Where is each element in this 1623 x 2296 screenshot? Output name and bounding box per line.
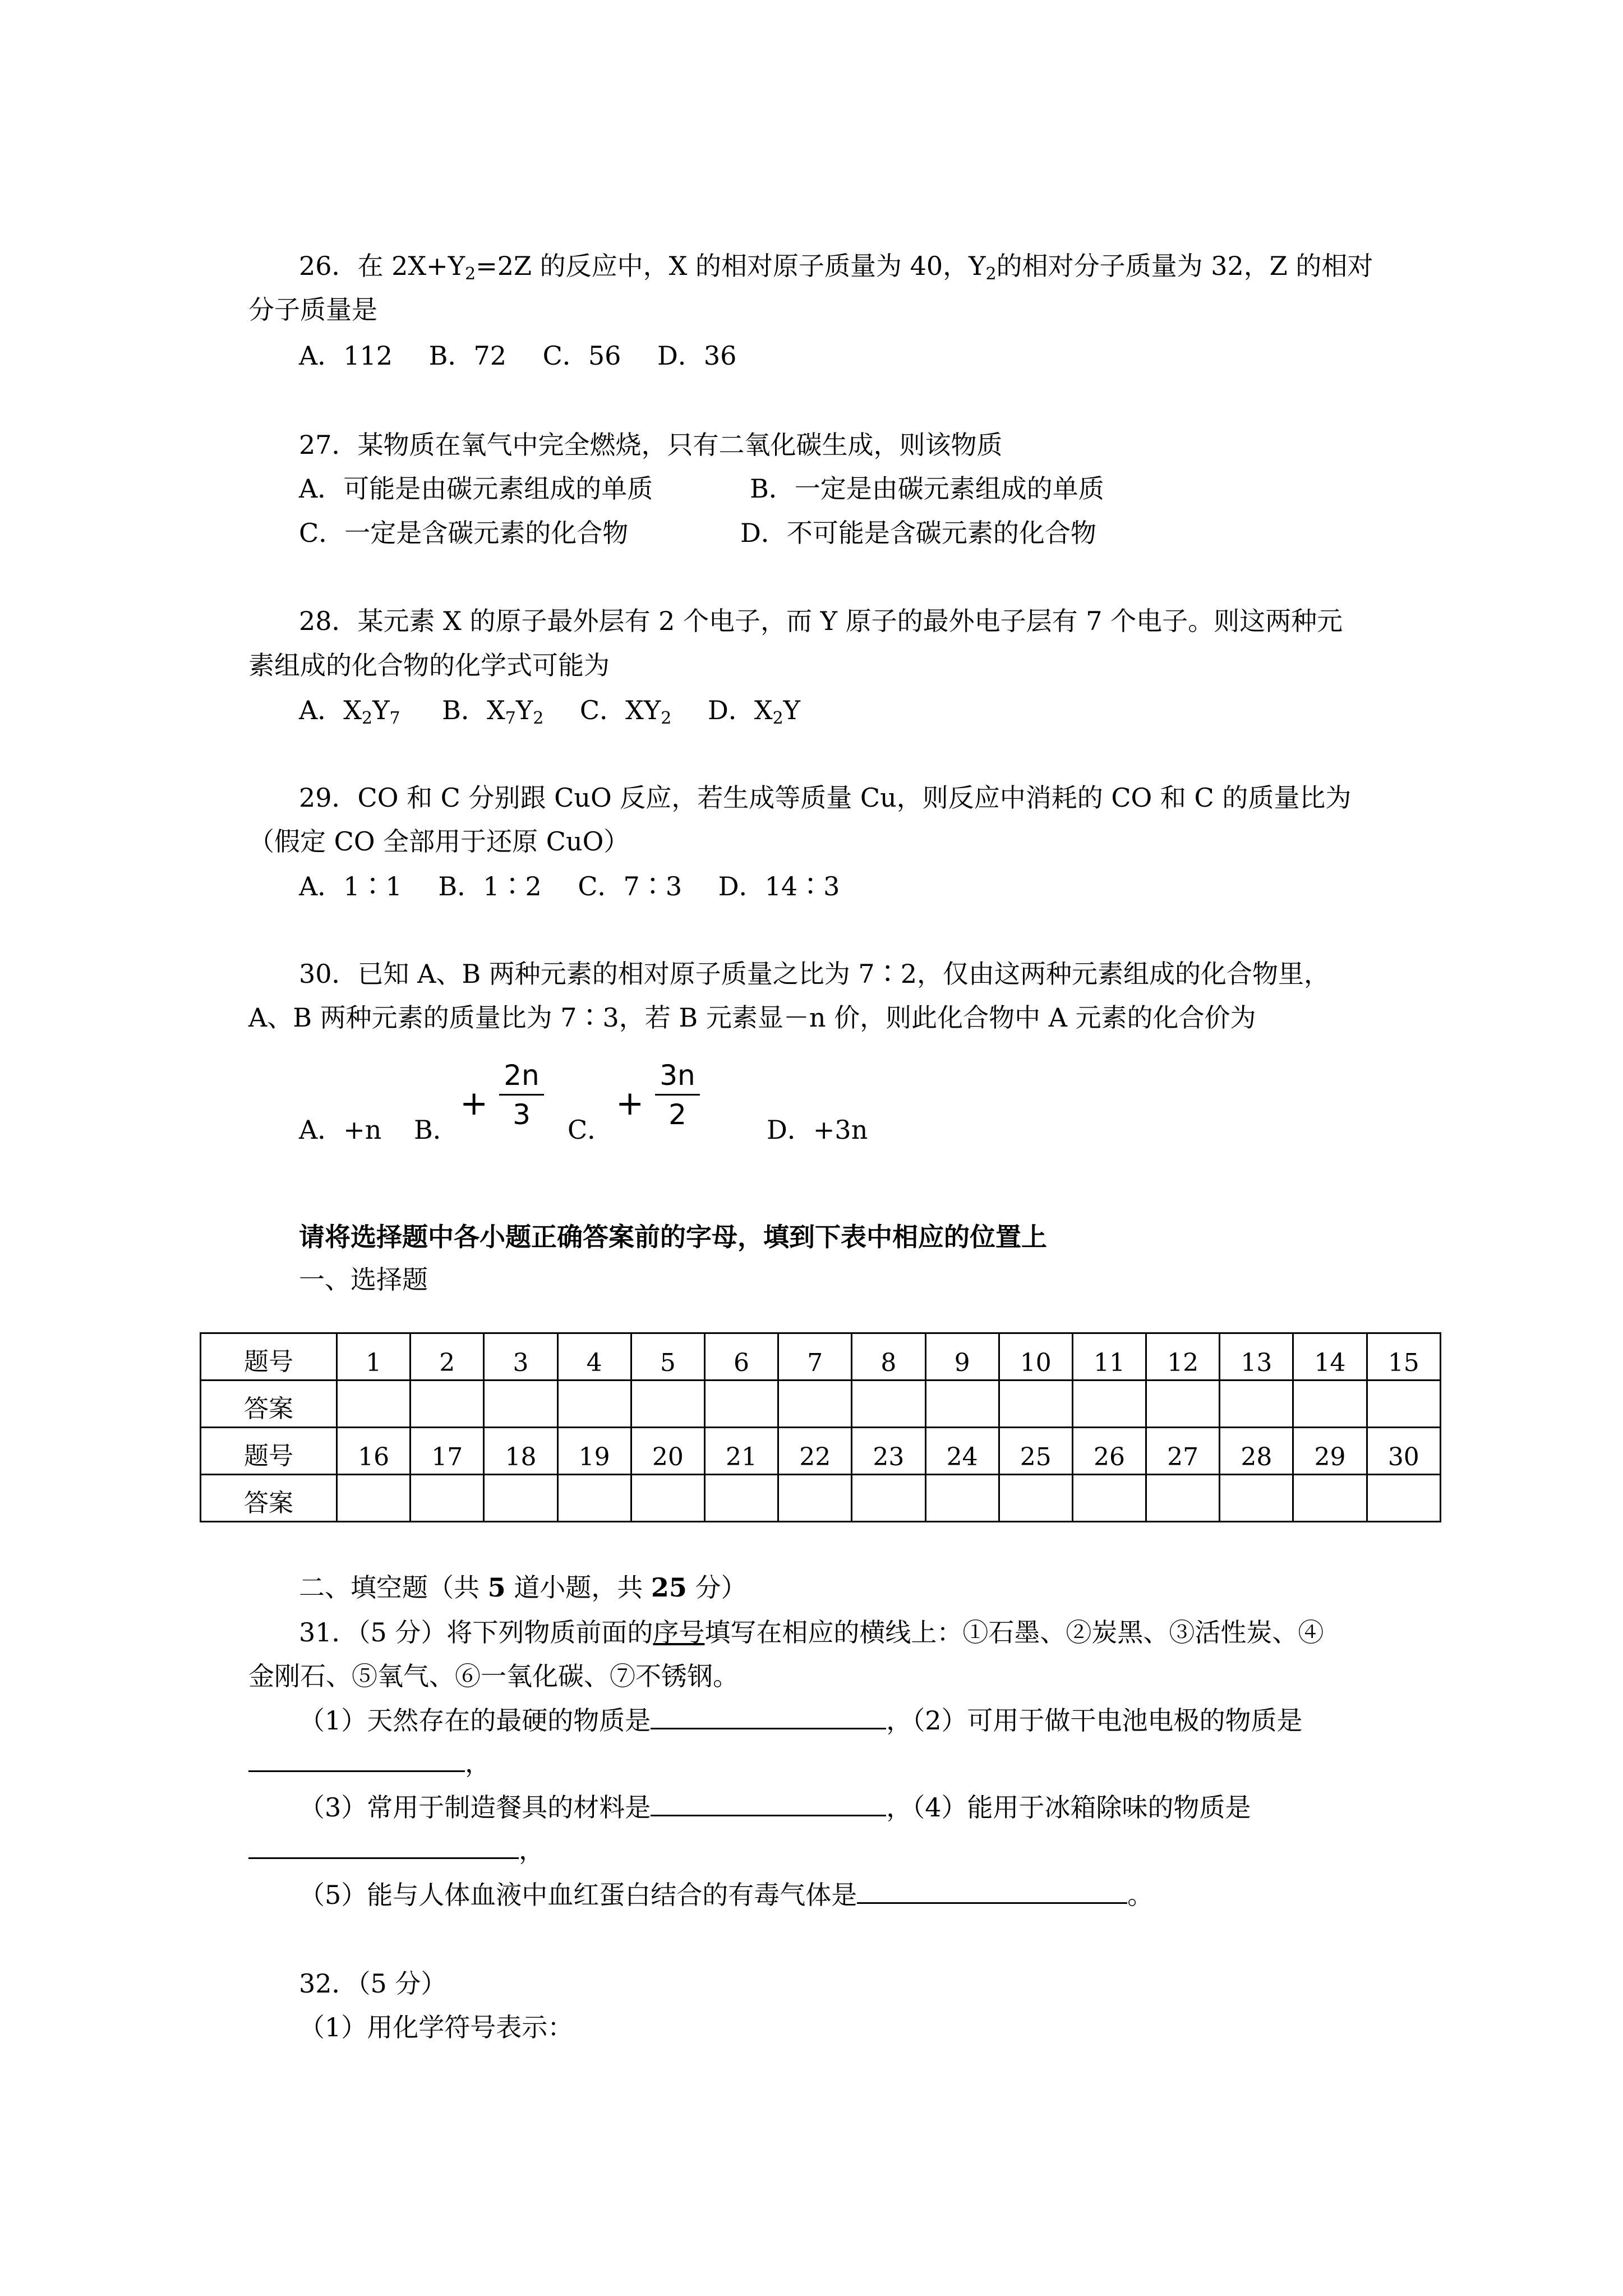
answer-cell[interactable] <box>411 1381 484 1428</box>
table-cell-number: 10 <box>999 1333 1072 1381</box>
q28-option-c-text: C．XY <box>579 695 661 725</box>
q26-option-b: B．72 <box>428 341 506 371</box>
q30-line1: 30．已知 A、B 两种元素的相对原子质量之比为 7∶2，仅由这两种元素组成的化合物里， <box>299 959 1330 989</box>
answer-cell[interactable] <box>484 1381 557 1428</box>
q31-part3 <box>299 1792 1251 1823</box>
section-fill-title <box>299 1572 747 1603</box>
answer-instruction: 请将选择题中各小题正确答案前的字母，填到下表中相应的位置上 <box>299 1222 1047 1252</box>
table-cell-number: 15 <box>1367 1333 1440 1381</box>
q27-option-d: D．不可能是含碳元素的化合物 <box>740 518 1096 548</box>
q26-line2: 分子质量是 <box>248 295 377 325</box>
answer-cell[interactable] <box>925 1381 999 1428</box>
table-cell-number: 20 <box>631 1428 704 1475</box>
q28-option-c <box>580 694 671 726</box>
section-fill-count: 5 <box>487 1572 506 1603</box>
answer-cell[interactable] <box>1072 1381 1146 1428</box>
q31-part5 <box>299 1879 1153 1911</box>
table-cell-label: 题号 <box>201 1428 337 1475</box>
answer-cell[interactable] <box>852 1475 925 1522</box>
fraction-denominator: 2 <box>668 1098 686 1131</box>
q31-part1 <box>299 1705 1303 1736</box>
q28-option-b-text: B．X <box>442 695 505 725</box>
answer-cell[interactable] <box>999 1381 1072 1428</box>
table-cell-number: 4 <box>557 1333 631 1381</box>
q29-options <box>299 871 840 902</box>
table-cell-number: 26 <box>1072 1428 1146 1475</box>
table-cell-number: 1 <box>337 1333 411 1381</box>
q29-option-a: A．1∶1 <box>299 871 402 901</box>
q31-text: 31．（5 分）将下列物质前面的 <box>299 1617 653 1648</box>
table-cell-number: 27 <box>1146 1428 1220 1475</box>
q29-option-b: B．1∶2 <box>438 871 542 901</box>
table-cell-number: 17 <box>411 1428 484 1475</box>
q26-option-a: A．112 <box>299 341 393 371</box>
q28-options <box>299 694 800 726</box>
table-cell-label: 答案 <box>201 1381 337 1428</box>
table-cell-number: 30 <box>1367 1428 1440 1475</box>
q28-line2: 素组成的化合物的化学式可能为 <box>248 650 610 680</box>
answer-blank-3[interactable] <box>651 1792 886 1816</box>
table-cell-label: 题号 <box>201 1333 337 1381</box>
q31-punctuation: 。 <box>1127 1880 1154 1910</box>
q31-prompt: ，（2）可用于做干电池电极的物质是 <box>886 1705 1303 1736</box>
q27-stem: 27．某物质在氧气中完全燃烧，只有二氧化碳生成，则该物质 <box>299 430 1003 460</box>
answer-cell[interactable] <box>1293 1475 1367 1522</box>
q26-text-b: =2Z 的反应中，X 的相对原子质量为 40，Y <box>476 251 986 281</box>
answer-cell[interactable] <box>1146 1475 1220 1522</box>
answer-cell[interactable] <box>1367 1381 1440 1428</box>
answer-blank-1[interactable] <box>651 1705 886 1729</box>
q31-punctuation: ， <box>465 1748 491 1778</box>
table-cell-number: 28 <box>1220 1428 1293 1475</box>
q31-line2: 金刚石、⑤氧气、⑥一氧化碳、⑦不锈钢。 <box>248 1661 739 1691</box>
table-cell-number: 29 <box>1293 1428 1367 1475</box>
q29-option-c: C．7∶3 <box>578 871 683 901</box>
table-cell-number: 12 <box>1146 1333 1220 1381</box>
q31-text: 填写在相应的横线上：①石墨、②炭黑、③活性炭、④ <box>704 1617 1324 1648</box>
table-cell-number: 25 <box>999 1428 1072 1475</box>
answer-cell[interactable] <box>778 1475 852 1522</box>
q28-option-b <box>442 694 543 726</box>
section-fill-text: 分） <box>686 1572 747 1603</box>
answer-cell[interactable] <box>1220 1475 1293 1522</box>
answer-cell[interactable] <box>1146 1381 1220 1428</box>
q31-part4 <box>248 1834 545 1866</box>
q28-line1: 28．某元素 X 的原子最外层有 2 个电子，而 Y 原子的最外电子层有 7 个电子。则这两种元 <box>299 606 1343 636</box>
table-row-answers-1 <box>201 1381 1441 1428</box>
q26-text-a: 26．在 2X+Y <box>299 251 465 281</box>
table-cell-number: 11 <box>1072 1333 1146 1381</box>
fraction-sign: + <box>460 1084 488 1123</box>
answer-blank-4[interactable] <box>248 1835 519 1859</box>
table-cell-number: 2 <box>411 1333 484 1381</box>
q28-subscript: 7 <box>389 708 400 728</box>
answer-cell[interactable] <box>557 1381 631 1428</box>
q28-option-a <box>299 694 400 726</box>
answer-cell[interactable] <box>411 1475 484 1522</box>
table-cell-number: 19 <box>557 1428 631 1475</box>
q28-option-d-text: Y <box>783 695 801 725</box>
q30-line2: A、B 两种元素的质量比为 7∶3，若 B 元素显－n 价，则此化合物中 A 元素的化合价为 <box>248 1002 1256 1033</box>
answer-cell[interactable] <box>999 1475 1072 1522</box>
q30-option-a: A．+n <box>299 1115 382 1145</box>
answer-blank-2[interactable] <box>248 1748 465 1772</box>
table-cell-number: 7 <box>778 1333 852 1381</box>
table-cell-number: 3 <box>484 1333 557 1381</box>
answer-cell[interactable] <box>704 1381 778 1428</box>
q30-option-c: C． <box>568 1115 614 1145</box>
table-cell-number: 6 <box>704 1333 778 1381</box>
answer-cell[interactable] <box>557 1475 631 1522</box>
q31-underlined-text: 序号 <box>653 1617 705 1648</box>
q27-option-c: C．一定是含碳元素的化合物 <box>299 518 629 548</box>
q28-subscript: 2 <box>533 708 544 728</box>
table-row-numbers-2 <box>201 1428 1441 1475</box>
q31-part2 <box>248 1747 491 1779</box>
table-cell-number: 22 <box>778 1428 852 1475</box>
q31-prompt: （1）天然存在的最硬的物质是 <box>299 1705 651 1736</box>
q26-subscript: 2 <box>985 264 997 284</box>
table-cell-number: 21 <box>704 1428 778 1475</box>
q31-punctuation: ， <box>519 1835 545 1865</box>
q26-options <box>299 340 736 371</box>
q26-subscript: 2 <box>465 264 476 284</box>
q31-prompt: ，（4）能用于冰箱除味的物质是 <box>886 1792 1251 1823</box>
q26-text-c: 的相对分子质量为 32，Z 的相对 <box>996 251 1373 281</box>
q28-option-a-text: Y <box>372 695 390 725</box>
q29-option-d: D．14∶3 <box>718 871 840 901</box>
q28-option-b-text: Y <box>515 695 533 725</box>
answer-cell[interactable] <box>778 1381 852 1428</box>
answer-cell[interactable] <box>631 1381 704 1428</box>
q27-option-b: B．一定是由碳元素组成的单质 <box>750 473 1104 504</box>
q32-stem: 32．（5 分） <box>299 1968 447 1999</box>
q31-prompt: （5）能与人体血液中血红蛋白结合的有毒气体是 <box>299 1880 857 1910</box>
q28-option-a-text: A．X <box>299 695 362 725</box>
q26-option-d: D．36 <box>657 341 737 371</box>
table-cell-number: 16 <box>337 1428 411 1475</box>
answer-cell[interactable] <box>704 1475 778 1522</box>
table-cell-number: 5 <box>631 1333 704 1381</box>
q30-option-d: D．+3n <box>767 1115 868 1145</box>
answer-cell[interactable] <box>1293 1381 1367 1428</box>
q26-option-c: C．56 <box>542 341 621 371</box>
section-fill-points: 25 <box>651 1572 687 1603</box>
answer-cell[interactable] <box>925 1475 999 1522</box>
q28-subscript: 2 <box>772 708 783 728</box>
table-cell-number: 23 <box>852 1428 925 1475</box>
fraction-sign: + <box>616 1084 644 1123</box>
table-row-answers-2 <box>201 1475 1441 1522</box>
q30-option-b: B． <box>414 1115 459 1145</box>
table-cell-number: 14 <box>1293 1333 1367 1381</box>
fraction-denominator: 3 <box>513 1098 531 1131</box>
q27-option-a: A．可能是由碳元素组成的单质 <box>299 473 653 504</box>
q28-subscript: 7 <box>505 708 516 728</box>
q26-line1 <box>299 250 1373 282</box>
answer-cell[interactable] <box>1072 1475 1146 1522</box>
fraction-numerator: 3n <box>660 1059 695 1092</box>
answer-cell[interactable] <box>631 1475 704 1522</box>
q31-line1 <box>299 1617 1324 1648</box>
q28-option-d-text: D．X <box>707 695 773 725</box>
answer-cell[interactable] <box>1220 1381 1293 1428</box>
table-cell-number: 18 <box>484 1428 557 1475</box>
table-row-numbers-1 <box>201 1333 1441 1381</box>
fraction-bar <box>499 1094 544 1096</box>
answer-cell[interactable] <box>1367 1475 1440 1522</box>
answer-cell[interactable] <box>484 1475 557 1522</box>
fraction-bar <box>655 1094 700 1096</box>
section-choice-title: 一、选择题 <box>299 1264 428 1295</box>
q28-subscript: 2 <box>661 708 672 728</box>
table-cell-number: 13 <box>1220 1333 1293 1381</box>
q29-line1: 29．CO 和 C 分别跟 CuO 反应，若生成等质量 Cu，则反应中消耗的 CO 和 C 的质量比为 <box>299 783 1352 813</box>
q31-prompt: （3）常用于制造餐具的材料是 <box>299 1792 651 1823</box>
table-cell-label: 答案 <box>201 1475 337 1522</box>
table-cell-number: 8 <box>852 1333 925 1381</box>
answer-cell[interactable] <box>852 1381 925 1428</box>
answer-blank-5[interactable] <box>857 1880 1127 1904</box>
fraction-numerator: 2n <box>504 1059 540 1092</box>
q32-part1: （1）用化学符号表示： <box>299 2012 574 2042</box>
table-cell-number: 24 <box>925 1428 999 1475</box>
q28-option-d <box>708 694 800 726</box>
q29-line2: （假定 CO 全部用于还原 CuO） <box>248 826 630 857</box>
answer-cell[interactable] <box>337 1381 411 1428</box>
section-fill-text: 二、填空题（共 <box>299 1572 488 1603</box>
answer-table <box>200 1332 1441 1522</box>
q28-subscript: 2 <box>361 708 373 728</box>
q30-fraction-c <box>616 1059 706 1138</box>
table-cell-number: 9 <box>925 1333 999 1381</box>
q30-fraction-b <box>460 1059 550 1138</box>
answer-cell[interactable] <box>337 1475 411 1522</box>
section-fill-text: 道小题，共 <box>505 1572 651 1603</box>
